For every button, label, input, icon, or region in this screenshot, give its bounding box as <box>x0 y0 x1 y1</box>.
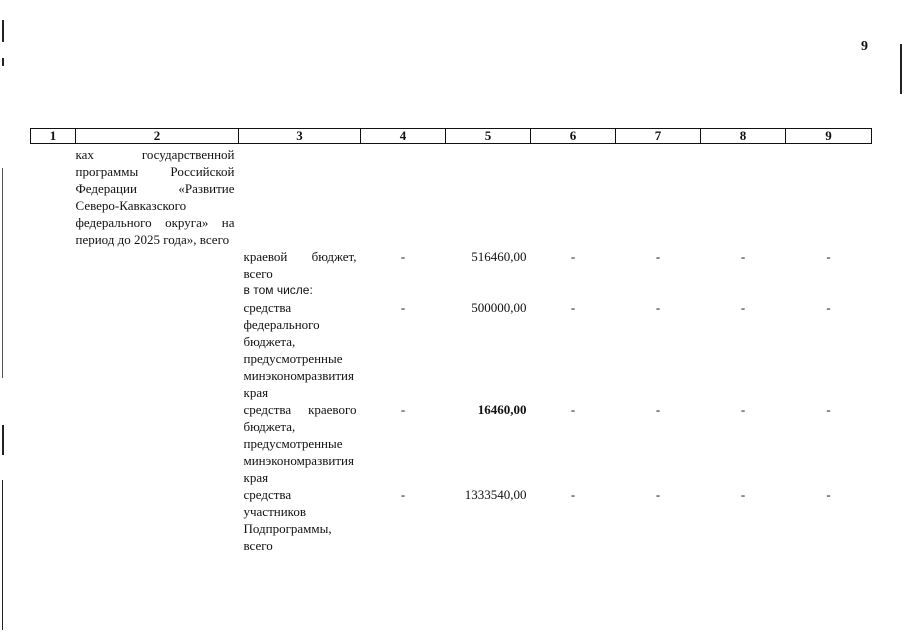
cell-col7: - <box>655 300 661 315</box>
cell-col5: 516460,00 <box>471 249 527 264</box>
table-row <box>31 282 872 299</box>
header-cell: 3 <box>239 129 361 144</box>
cell-col8: - <box>740 487 746 502</box>
cell-col9: - <box>826 487 831 502</box>
header-cell: 5 <box>446 129 531 144</box>
budget-table <box>30 128 872 554</box>
left-margin-mark <box>2 20 4 42</box>
cell-col9: - <box>826 249 831 264</box>
cell-col5: 1333540,00 <box>464 487 527 502</box>
header-cell: 7 <box>616 129 701 144</box>
program-description: ках государственной программы Российской Федерации «Развитие Северо-Кавказского федерального округа» на период до 2025 года», всего <box>75 147 235 247</box>
table-row <box>31 299 872 401</box>
cell-col9: - <box>826 402 831 417</box>
left-margin-mark <box>2 480 3 630</box>
page-number: 9 <box>861 39 868 54</box>
cell-col5: 500000,00 <box>471 300 527 315</box>
left-margin-mark <box>2 425 4 455</box>
header-row <box>31 129 872 144</box>
header-cell: 9 <box>786 129 872 144</box>
cell-col8: - <box>740 249 746 264</box>
left-margin-mark <box>2 58 4 66</box>
row-label: в том числе: <box>243 283 313 297</box>
cell-col7: - <box>655 487 661 502</box>
left-margin-mark <box>2 168 3 378</box>
intro-row <box>31 144 872 249</box>
header-cell: 1 <box>31 129 76 144</box>
cell-col4: - <box>400 249 406 264</box>
cell-col6: - <box>570 402 576 417</box>
table-row <box>31 401 872 486</box>
right-margin-mark <box>900 44 902 94</box>
cell-col8: - <box>740 300 746 315</box>
cell-col8: - <box>740 402 746 417</box>
row-label: средства краевого бюджета, предусмотренные минэкономразвития края <box>243 402 357 485</box>
table-row <box>31 248 872 282</box>
header-cell: 6 <box>531 129 616 144</box>
cell-col4: - <box>400 300 406 315</box>
row-label: краевой бюджет, всего <box>243 249 357 281</box>
cell-col9: - <box>826 300 831 315</box>
row-label: средства федерального бюджета, предусмотренные минэкономразвития края <box>243 300 354 400</box>
header-cell: 8 <box>701 129 786 144</box>
cell-col6: - <box>570 249 576 264</box>
cell-col5: 16460,00 <box>477 402 527 417</box>
table-row <box>31 486 872 554</box>
cell-col7: - <box>655 249 661 264</box>
cell-col4: - <box>400 402 406 417</box>
cell-col4: - <box>400 487 406 502</box>
cell-col6: - <box>570 300 576 315</box>
header-cell: 2 <box>76 129 239 144</box>
cell-col7: - <box>655 402 661 417</box>
header-cell: 4 <box>361 129 446 144</box>
cell-col6: - <box>570 487 576 502</box>
row-label: средства участников Подпрограммы, всего <box>243 487 332 553</box>
